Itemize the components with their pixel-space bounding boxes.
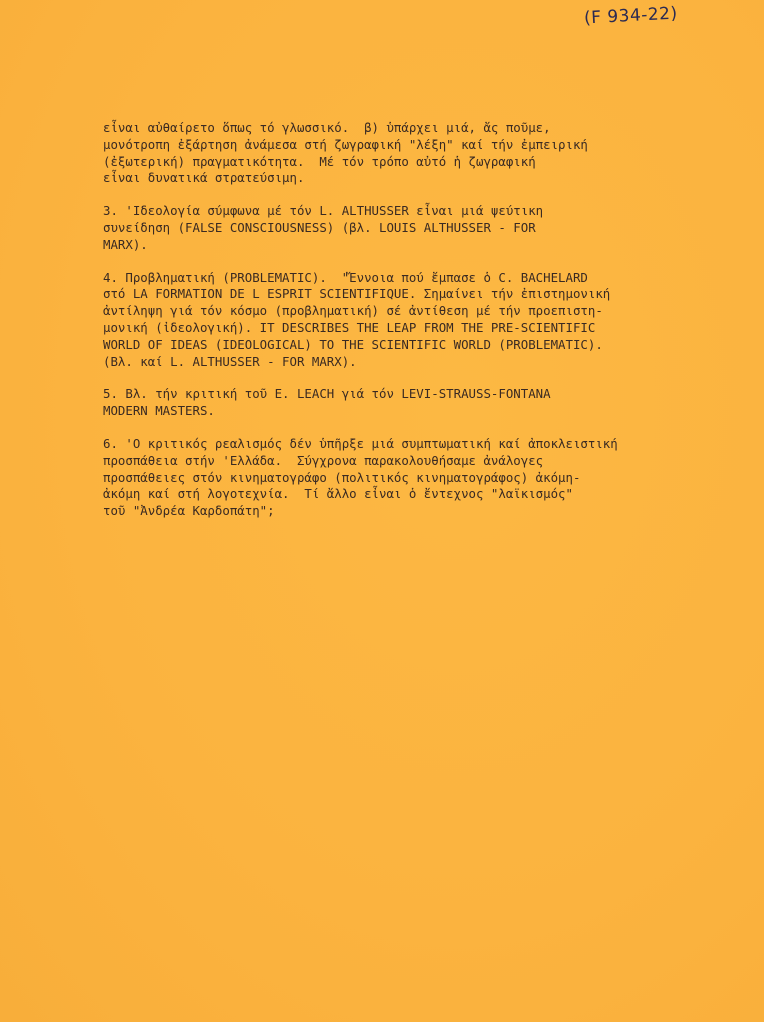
footnote-4 <box>103 270 743 371</box>
footnote-5 <box>103 386 743 420</box>
footnote-3 <box>103 203 743 253</box>
text-line: (ἐξωτερική) πραγματικότητα. Μέ τόν τρόπο αὐτό ἡ ζωγραφική <box>103 153 536 169</box>
text-line: εἶναι αὐθαίρετο ὅπως τό γλωσσικό. β) ὑπάρχει μιά, ἄς ποῦμε, <box>103 120 551 135</box>
text-line: στό LA FORMATION DE L ESPRIT SCIENTIFIQUE. Σημαίνει τήν ἐπιστημονική <box>103 286 611 302</box>
text-line: 5. Βλ. τήν κριτική τοῦ E. LEACH γιά τόν LEVI-STRAUSS-FONTANA <box>103 386 551 402</box>
text-line: 6. 'Ο κριτικός ρεαλισμός δέν ὑπῆρξε μιά συμπτωματική καί ἀποκλειστική <box>103 435 618 451</box>
paragraph-intro <box>103 120 743 187</box>
text-line: MARX). <box>103 236 148 252</box>
text-line: προσπάθεια στήν 'Ελλάδα. Σύγχρονα παρακολουθήσαμε ἀνάλογες <box>103 452 544 468</box>
archive-reference-note: (F 934-22) <box>583 3 679 29</box>
text-line: τοῦ "Ἀνδρέα Καρδοπάτη"; <box>103 503 275 519</box>
text-line: μονική (ἰδεολογική). IT DESCRIBES THE LEAP FROM THE PRE-SCIENTIFIC <box>103 319 596 335</box>
typewritten-body <box>103 120 743 536</box>
text-line: ἀκόμη καί στή λογοτεχνία. Τί ἄλλο εἶναι ὁ ἔντεχνος "λαϊκισμός" <box>103 486 573 502</box>
footnote-6 <box>103 436 743 520</box>
text-line: μονότροπη ἐξάρτηση ἀνάμεσα στή ζωγραφική "λέξη" καί τήν ἐμπειρική <box>103 136 588 152</box>
text-line: συνείδηση (FALSE CONSCIOUSNESS) (βλ. LOUIS ALTHUSSER - FOR <box>103 219 536 235</box>
text-line: 3. 'Ιδεολογία σύμφωνα μέ τόν L. ALTHUSSER εἶναι μιά ψεύτικη <box>103 203 544 219</box>
text-line: προσπάθειες στόν κινηματογράφο (πολιτικός κινηματογράφος) ἀκόμη- <box>103 469 581 485</box>
text-line: MODERN MASTERS. <box>103 403 215 419</box>
text-line: εἶναι δυνατικά στρατεύσιμη. <box>103 170 305 186</box>
text-line: 4. Προβληματική (PROBLEMATIC). "Ἔννοια πού ἔμπασε ὁ C. BACHELARD <box>103 269 588 285</box>
text-line: (Βλ. καί L. ALTHUSSER - FOR MARX). <box>103 353 357 369</box>
text-line: WORLD OF IDEAS (IDEOLOGICAL) TO THE SCIENTIFIC WORLD (PROBLEMATIC). <box>103 336 603 352</box>
text-line: ἀντίληψη γιά τόν κόσμο (προβληματική) σέ ἀντίθεση μέ τήν προεπιστη- <box>103 303 603 319</box>
